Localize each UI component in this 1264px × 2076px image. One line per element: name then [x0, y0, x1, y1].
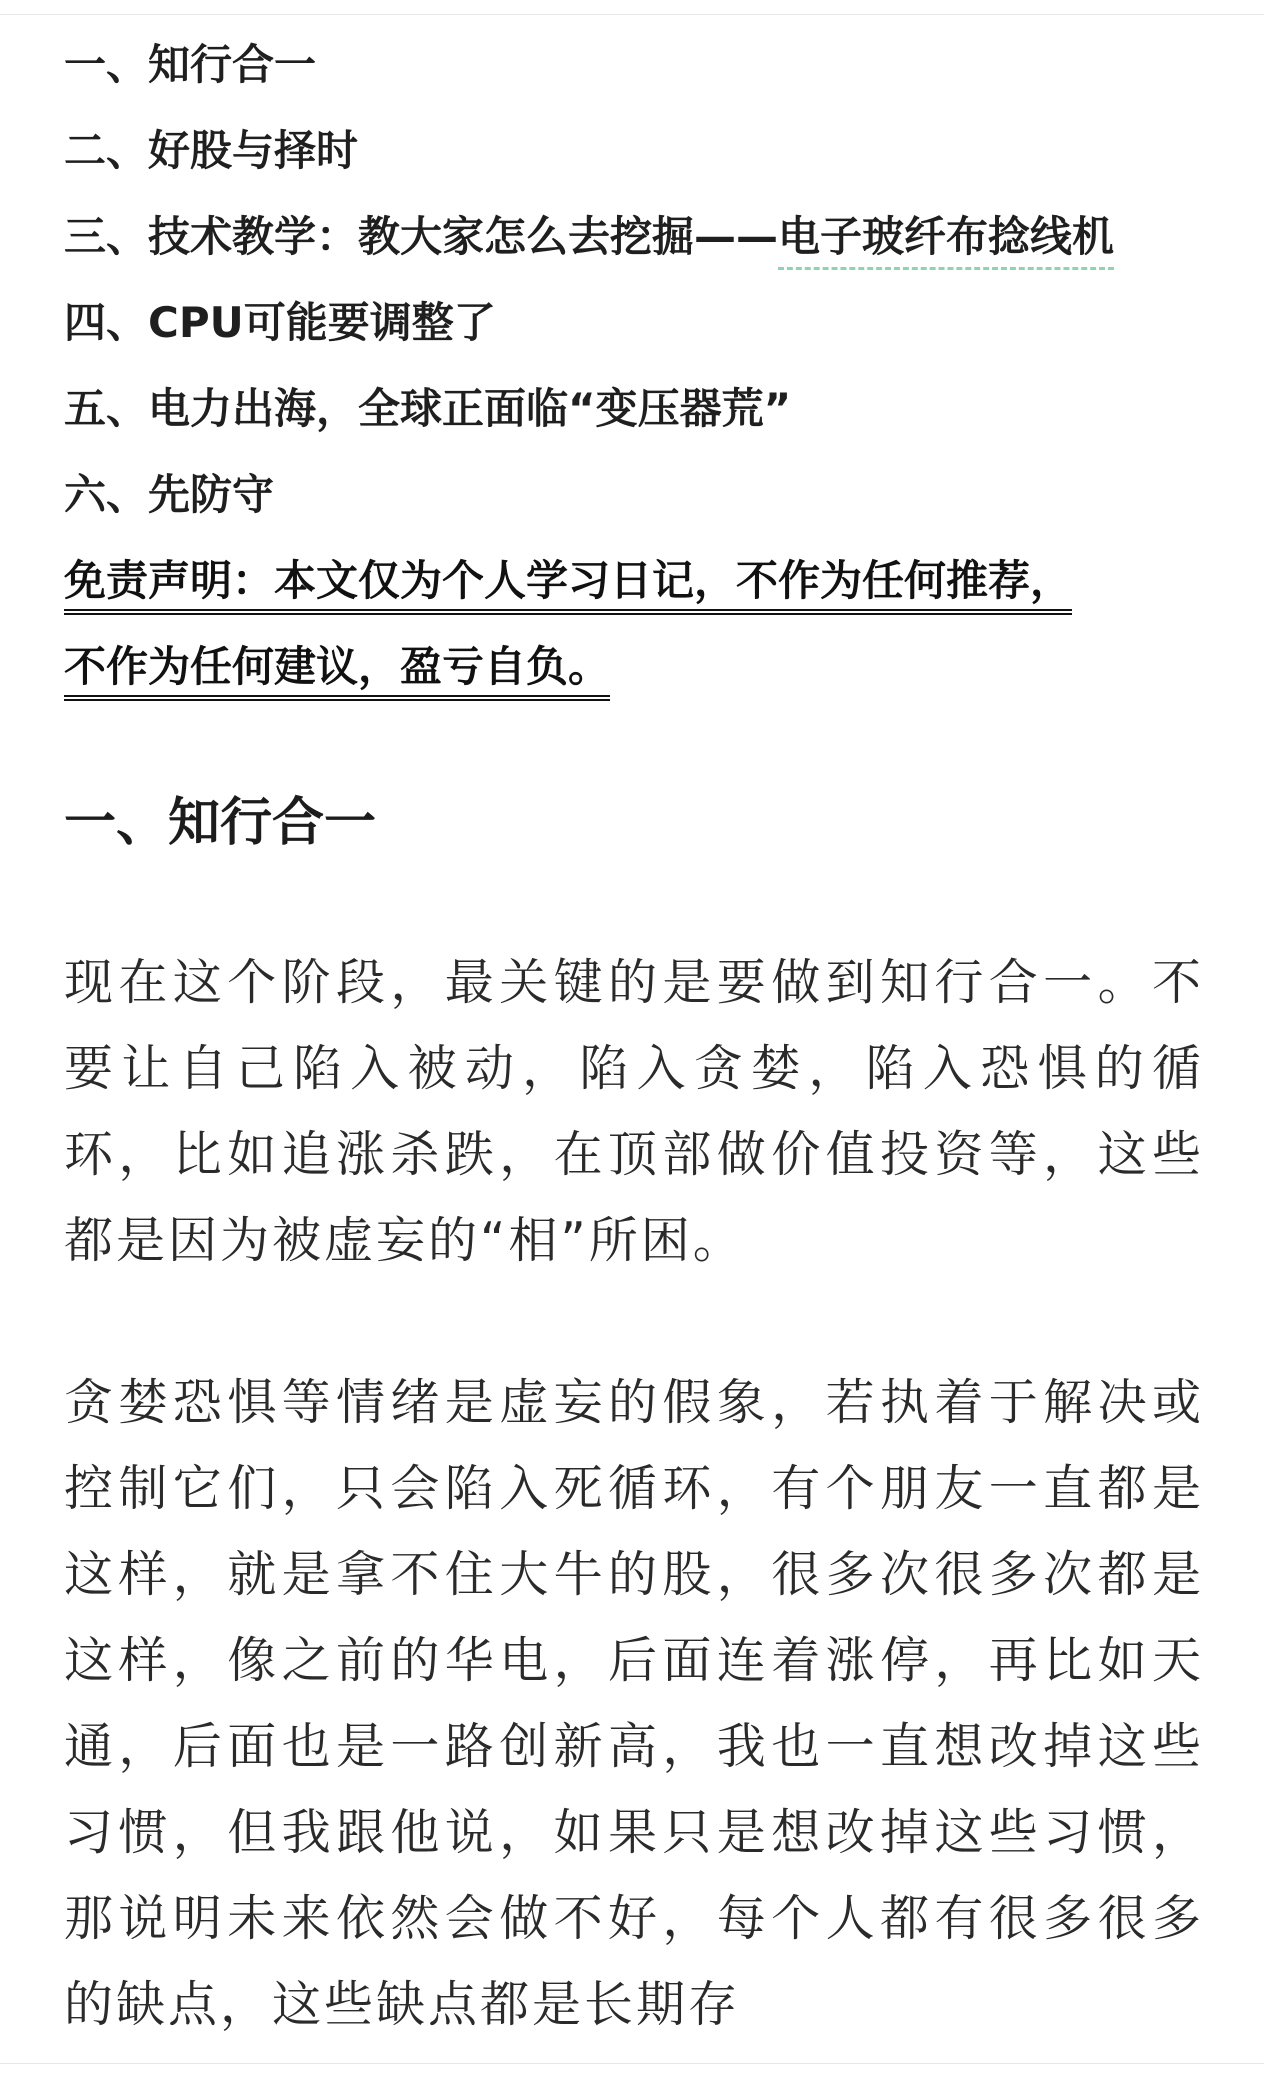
- toc-item-5: 五、电力出海，全球正面临“变压器荒”: [64, 384, 792, 433]
- disclaimer: [64, 538, 1204, 710]
- disclaimer-line-2: 不作为任何建议，盈亏自负。: [64, 642, 610, 701]
- bottom-divider: [0, 2063, 1264, 2076]
- table-of-contents: [64, 22, 1204, 538]
- toc-item-6: 六、先防守: [64, 470, 275, 519]
- disclaimer-line-1: 免责声明：本文仅为个人学习日记，不作为任何推荐，: [64, 556, 1072, 615]
- article-body: [64, 22, 1204, 2048]
- paragraph-2: 贪婪恐惧等情绪是虚妄的假象，若执着于解决或控制它们，只会陷入死循环，有个朋友一直都是这样，就是拿不住大牛的股，很多次很多次都是这样，像之前的华电，后面连着涨停，再比如天通，后面也是一路创新高，我也一直想改掉这些习惯，但我跟他说，如果只是想改掉这些习惯，那说明未来依然会做不好，每个人都有很多很多的缺点，这些缺点都是长期存: [64, 1374, 1204, 2033]
- toc-item-2: 二、好股与择时: [64, 126, 359, 175]
- toc-item-3: 三、技术教学：教大家怎么去挖掘——电子玻纤布捻线机: [64, 194, 1204, 280]
- top-divider: [0, 0, 1264, 15]
- toc-item-1: 一、知行合一: [64, 40, 317, 89]
- toc-item-4: 四、CPU可能要调整了: [64, 298, 496, 347]
- keyword-link[interactable]: 电子玻纤布捻线机: [778, 212, 1114, 270]
- paragraph-1: 现在这个阶段，最关键的是要做到知行合一。不要让自己陷入被动，陷入贪婪，陷入恐惧的循环，比如追涨杀跌，在顶部做价值投资等，这些都是因为被虚妄的“相”所困。: [64, 954, 1204, 1269]
- section-title: 一、知行合一: [64, 793, 377, 853]
